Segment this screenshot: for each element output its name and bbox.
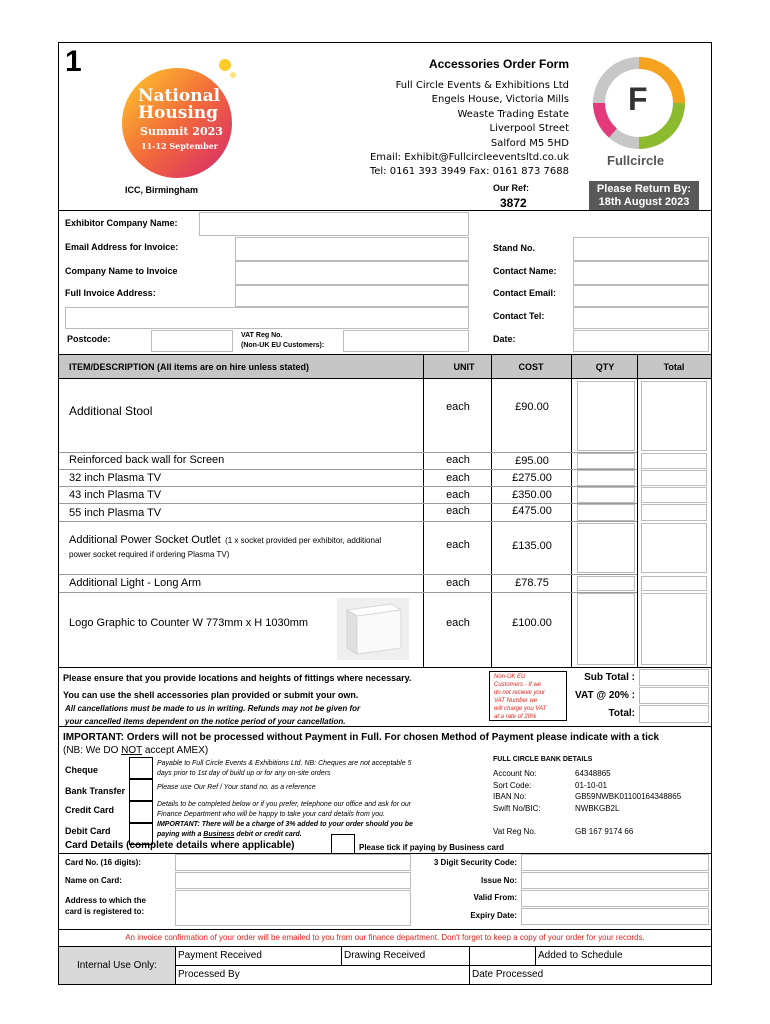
cheque-note <box>157 759 411 779</box>
expiry-input[interactable] <box>521 908 709 925</box>
cheque-note-2: days prior to 1st day of build up or for any on-site orders <box>157 770 331 777</box>
item-name: Logo Graphic to Counter W 773mm x H 1030mm <box>69 617 309 629</box>
total-cell <box>641 576 707 591</box>
date-label: Date: <box>493 334 516 344</box>
item-unit: each <box>446 472 470 484</box>
item-name: Additional Power Socket Outlet <box>69 534 221 546</box>
qty-input[interactable] <box>577 453 635 469</box>
return-by-line2: 18th August 2023 <box>598 196 690 208</box>
form-title: Accessories Order Form <box>428 57 569 71</box>
col-divider <box>341 947 342 965</box>
cc-note-3: IMPORTANT: There will be a charge of 3% added to your order should you be <box>157 821 413 828</box>
item-unit: each <box>446 577 470 589</box>
bank-details-title: FULL CIRCLE BANK DETAILS <box>493 756 593 763</box>
cc-note-4-pre: paying with a <box>157 831 204 838</box>
row-divider <box>59 521 637 522</box>
name-on-card-input[interactable] <box>175 872 411 889</box>
cc-note <box>157 800 413 840</box>
invoice-address-line2[interactable] <box>65 307 469 329</box>
amex-not: NOT <box>121 745 143 756</box>
address-line: Liverpool Street <box>489 123 569 135</box>
security-code-label: 3 Digit Security Code: <box>433 858 517 867</box>
qty-input[interactable] <box>577 593 635 665</box>
card-address-label-1: Address to which the <box>65 896 146 905</box>
bank-details <box>493 768 713 814</box>
invoice-address-input[interactable] <box>235 285 469 307</box>
total-cell <box>641 504 707 521</box>
vat-value <box>639 687 709 704</box>
logo-line2: Housing <box>138 103 219 123</box>
issue-no-label: Issue No: <box>480 876 517 885</box>
cancel-note-1: All cancellations must be made to us in writing. Refunds may not be given for <box>65 704 361 713</box>
internal-use-label: Internal Use Only: <box>59 947 175 984</box>
bank-row-label: IBAN No: <box>493 792 527 801</box>
header-item: ITEM/DESCRIPTION (All items are on hire unless stated) <box>69 362 310 372</box>
divider <box>59 210 711 211</box>
bank-row <box>493 803 713 815</box>
valid-from-label: Valid From: <box>473 893 517 902</box>
item-cost: £275.00 <box>512 472 552 484</box>
contact-name-input[interactable] <box>573 261 709 285</box>
item-unit: each <box>446 505 470 517</box>
divider <box>175 965 711 966</box>
exhibitor-company-label: Exhibitor Company Name: <box>65 218 178 228</box>
total-cell <box>641 470 707 486</box>
col-divider <box>423 354 424 667</box>
sub-total-label: Sub Total : <box>584 672 635 683</box>
divider <box>59 929 711 930</box>
vat-reg-label-2: (Non-UK EU Customers): <box>241 342 325 349</box>
contact-tel-input[interactable] <box>573 307 709 329</box>
vat-reg-label <box>241 331 324 351</box>
bank-row <box>493 768 713 780</box>
total-cell <box>641 593 707 665</box>
item-name: Reinforced back wall for Screen <box>69 454 225 466</box>
name-on-card-label: Name on Card: <box>65 876 122 885</box>
cc-note-4-business: Business <box>203 831 235 838</box>
row-divider <box>59 469 637 470</box>
email-invoice-label: Email Address for Invoice: <box>65 242 179 252</box>
header-unit: UNIT <box>453 362 475 372</box>
company-address <box>345 79 569 180</box>
card-details-title: Card Details (complete details where applicable) <box>65 840 295 851</box>
vat-note-line: do not recieve your <box>494 690 546 696</box>
card-address-label-2: card is registered to: <box>65 907 145 916</box>
contact-tel-label: Contact Tel: <box>493 311 545 321</box>
address-line: Salford M5 5HD <box>490 137 569 149</box>
header-cost: COST <box>518 362 544 372</box>
locations-note: Please ensure that you provide locations and heights of fittings where necessary. <box>63 673 412 683</box>
return-by-banner <box>589 181 699 211</box>
added-to-schedule: Added to Schedule <box>538 950 623 961</box>
cheque-note-1: Payable to Full Circle Events & Exhibitions Ltd. NB: Cheques are not acceptable 5 <box>157 760 412 767</box>
bank-transfer-checkbox[interactable] <box>129 779 153 801</box>
cheque-checkbox[interactable] <box>129 757 153 779</box>
credit-card-label: Credit Card <box>65 805 115 815</box>
item-cost: £100.00 <box>512 617 552 629</box>
address-line: Weaste Trading Estate <box>457 108 569 120</box>
cc-note-1: Details to be completed below or if you prefer, telephone our office and ask for our <box>157 801 412 808</box>
date-processed: Date Processed <box>472 969 544 980</box>
bank-note: Please use Our Ref / Your stand no. as a reference <box>157 784 316 791</box>
invoice-address-label: Full Invoice Address: <box>65 288 156 298</box>
logo-line3: Summit 2023 <box>140 125 223 138</box>
bank-row-value: 64348865 <box>575 769 611 778</box>
bank-row-label: Account No: <box>493 769 537 778</box>
logo-line4: 11-12 September <box>141 141 218 151</box>
row-divider <box>59 452 637 453</box>
row-divider <box>59 503 637 504</box>
col-divider <box>175 947 176 985</box>
item-unit: each <box>446 489 470 501</box>
card-no-label: Card No. (16 digits): <box>65 858 142 867</box>
col-divider <box>491 354 492 667</box>
col-divider <box>637 354 638 667</box>
bank-row-value: NWBKGB2L <box>575 803 620 813</box>
item-name: Additional Stool <box>69 404 153 418</box>
item-cost: £78.75 <box>515 577 549 589</box>
return-by-line1: Please Return By: <box>596 183 692 195</box>
col-divider <box>571 354 572 667</box>
payment-important: IMPORTANT: Orders will not be processed without Payment in Full. For chosen Method of Payment please indicate with a tick <box>63 732 660 743</box>
stand-no-input[interactable] <box>573 237 709 261</box>
vat-reg-no-value: GB 167 9174 66 <box>575 827 634 836</box>
cc-note-4-post: debit or credit card. <box>234 831 302 838</box>
security-code-input[interactable] <box>521 854 709 871</box>
vat-warning-box <box>489 671 567 721</box>
contact-email-input[interactable] <box>573 285 709 307</box>
item-unit: each <box>446 401 470 413</box>
address-line: Engels House, Victoria Mills <box>431 94 569 106</box>
item-name: 32 inch Plasma TV <box>69 472 162 484</box>
item-unit: each <box>446 539 470 551</box>
business-card-note: Please tick if paying by Business card <box>359 843 504 852</box>
col-divider <box>469 947 470 985</box>
qty-input[interactable] <box>577 381 635 451</box>
item-name: 43 inch Plasma TV <box>69 489 162 501</box>
vat-note-line: Customers - If we <box>494 682 542 688</box>
page-number: 1 <box>65 45 82 78</box>
divider <box>59 726 711 727</box>
footer-note: An invoice confirmation of your order will be emailed to you from our finance department. Don't forget to keep a copy of your order for your records. <box>125 933 645 942</box>
qty-input[interactable] <box>577 576 635 591</box>
col-divider <box>535 947 536 965</box>
card-no-input[interactable] <box>175 854 411 871</box>
payment-received: Payment Received <box>178 950 262 961</box>
shell-plan-note: You can use the shell accessories plan provided or submit your own. <box>63 690 359 700</box>
contact-email-label: Contact Email: <box>493 288 557 298</box>
postcode-input[interactable] <box>151 330 233 352</box>
item-note: power socket required if ordering Plasma TV) <box>69 550 230 559</box>
address-line: Email: Exhibit@Fullcircleeventsltd.co.uk <box>369 152 569 164</box>
item-unit: each <box>446 454 470 466</box>
contact-name-label: Contact Name: <box>493 266 557 276</box>
credit-card-checkbox[interactable] <box>129 801 153 823</box>
vat-reg-label-1: VAT Reg No. <box>241 332 283 339</box>
vat-note-line: VAT Number we <box>494 698 538 704</box>
vat-note-line: Non-UK EU <box>494 674 526 680</box>
total-label: Total: <box>608 708 635 719</box>
postcode-label: Postcode: <box>67 334 111 344</box>
company-invoice-label: Company Name to Invoice <box>65 266 178 276</box>
exhibitor-company-input[interactable] <box>199 212 469 236</box>
event-logo <box>121 59 245 179</box>
total-cell <box>641 523 707 573</box>
debit-card-label: Debit Card <box>65 826 111 836</box>
counter-graphic-image <box>335 596 411 662</box>
drawing-received: Drawing Received <box>344 950 426 961</box>
item-cost: £350.00 <box>512 489 552 501</box>
header-total: Total <box>663 362 685 372</box>
total-cell <box>641 453 707 469</box>
bank-row-label: Sort Code: <box>493 780 532 790</box>
address-line: Full Circle Events & Exhibitions Ltd <box>395 80 569 91</box>
stand-no-label: Stand No. <box>493 243 535 253</box>
qty-input[interactable] <box>577 470 635 486</box>
cc-note-4 <box>157 830 413 840</box>
processed-by: Processed By <box>178 969 240 980</box>
vat-label: VAT @ 20% : <box>575 690 635 701</box>
item-note: (1 x socket provided per exhibitor, additional <box>225 536 382 545</box>
address-line: Tel: 0161 393 3949 Fax: 0161 873 7688 <box>369 166 569 178</box>
email-invoice-input[interactable] <box>235 237 469 261</box>
item-name: Additional Light - Long Arm <box>69 577 202 589</box>
fullcircle-logo <box>591 55 687 151</box>
amex-note <box>63 745 208 756</box>
item-cost: £135.00 <box>512 540 552 552</box>
amex-suffix: accept AMEX) <box>142 745 209 756</box>
bank-row <box>493 791 713 803</box>
company-invoice-input[interactable] <box>235 261 469 285</box>
counter-graphic <box>335 596 411 662</box>
sub-total-value <box>639 669 709 686</box>
bank-row-label: Swift No/BIC: <box>493 803 541 813</box>
our-ref-label: Our Ref: <box>493 183 529 193</box>
amex-prefix: (NB: We DO <box>63 745 122 756</box>
row-divider <box>59 592 637 593</box>
expiry-label: Expiry Date: <box>470 911 517 920</box>
logo-letter: F <box>628 81 648 117</box>
total-value <box>639 705 709 723</box>
qty-input[interactable] <box>577 487 635 503</box>
vat-reg-no-label: Vat Reg No. <box>493 827 536 836</box>
issue-no-input[interactable] <box>521 872 709 889</box>
total-cell <box>641 487 707 503</box>
cc-note-2: Finance Department who will be happy to take your card details from you. <box>157 811 386 818</box>
our-ref-value: 3872 <box>500 196 527 210</box>
qty-input[interactable] <box>577 504 635 521</box>
row-divider <box>59 574 637 575</box>
order-form-page <box>58 42 712 985</box>
item-cost: £90.00 <box>515 401 549 413</box>
bank-transfer-label: Bank Transfer <box>65 786 126 796</box>
cancel-note-2: your cancelled items dependent on the notice period of your cancellation. <box>65 717 346 726</box>
item-cost: £95.00 <box>515 455 549 467</box>
venue: ICC, Birmingham <box>125 185 199 195</box>
valid-from-input[interactable] <box>521 890 709 907</box>
row-divider <box>59 486 637 487</box>
item-cost: £475.00 <box>512 505 552 517</box>
total-cell <box>641 381 707 451</box>
item-name-block <box>69 533 419 561</box>
header-qty: QTY <box>595 362 615 372</box>
date-input[interactable] <box>573 330 709 352</box>
vat-reg-input[interactable] <box>343 330 469 352</box>
logo-line1: National <box>138 86 221 106</box>
vat-note-line: at a rate of 20% <box>494 714 537 720</box>
card-address-label <box>65 895 146 917</box>
qty-input[interactable] <box>577 523 635 573</box>
card-address-input[interactable] <box>175 890 411 926</box>
item-unit: each <box>446 617 470 629</box>
bank-row-value: 01-10-01 <box>575 780 608 790</box>
vat-note-line: will charge you VAT <box>494 706 547 712</box>
bank-row <box>493 780 713 792</box>
item-name: 55 inch Plasma TV <box>69 507 162 519</box>
fullcircle-name: Fullcircle <box>607 153 665 168</box>
bank-row-value: GB59NWBK01100164348865 <box>575 792 682 801</box>
cheque-label: Cheque <box>65 765 99 775</box>
divider <box>59 667 711 668</box>
